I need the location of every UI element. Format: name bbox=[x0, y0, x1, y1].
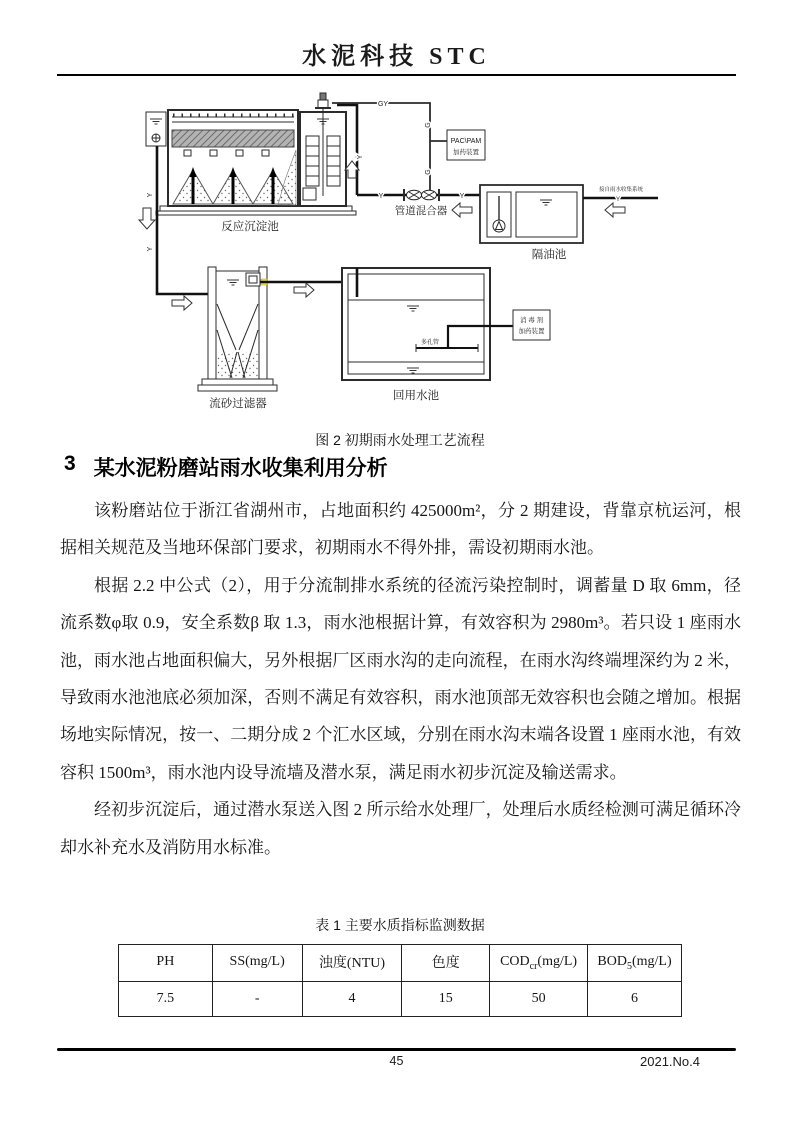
dosing-pipe bbox=[332, 101, 447, 193]
rainwater-inlet-label: 接自雨水收集系统 bbox=[598, 187, 644, 193]
pipe-label-y6: Y bbox=[147, 246, 154, 252]
inlet-left-arrow-icon bbox=[605, 203, 625, 217]
reaction-tank bbox=[146, 93, 356, 233]
rainwater-inlet bbox=[583, 185, 658, 217]
col-header-cod: $COD_{cr}(mg/L)$ bbox=[490, 945, 588, 982]
process-flow-figure bbox=[130, 86, 680, 430]
pac-pam-dosing-box bbox=[447, 130, 485, 160]
pipe-label-y2: Y bbox=[378, 193, 384, 200]
issue-number: 2021.No.4 bbox=[640, 1054, 700, 1069]
reuse-tank-label: 回用水池 bbox=[393, 390, 439, 402]
perforated-pipe-label: 多孔管 bbox=[420, 340, 440, 346]
table-caption: 表 1 主要水质指标监测数据 bbox=[315, 917, 485, 933]
page-number: 45 bbox=[389, 1054, 404, 1068]
sand-filter bbox=[198, 267, 277, 410]
reuse-tank bbox=[342, 268, 513, 402]
body-text bbox=[60, 492, 741, 866]
cell-ss: - bbox=[212, 982, 302, 1017]
cell-color: 15 bbox=[402, 982, 490, 1017]
oil-separator bbox=[480, 185, 583, 261]
flow-left-arrow-icon bbox=[452, 203, 472, 217]
col-header-turbidity: 浊度(NTU) bbox=[302, 945, 402, 982]
col-header-bod: $BOD_5(mg/L)$ bbox=[588, 945, 682, 982]
disinfectant-dosing-box bbox=[513, 310, 550, 340]
footer-rule bbox=[57, 1048, 736, 1051]
paragraph: 经初步沉淀后，通过潜水泵送入图 2 所示给水处理厂，处理后水质经检测可满足循环冷却水补充水及消防用水标准。 bbox=[60, 800, 741, 857]
disinfectant-label2: 加药装置 bbox=[518, 328, 545, 335]
flow-right-arrow-icon bbox=[172, 296, 192, 310]
section-number: 3 bbox=[64, 452, 76, 475]
table-data-row bbox=[119, 982, 682, 1017]
pipe-label-gy: GY bbox=[377, 101, 389, 108]
flow-right-arrow-icon bbox=[294, 283, 314, 297]
cell-cod: 50 bbox=[490, 982, 588, 1017]
journal-title: 水泥科技 STC bbox=[302, 44, 491, 70]
col-header-ss: SS(mg/L) bbox=[212, 945, 302, 982]
pipe-label-y5: Y bbox=[147, 192, 154, 198]
oil-separator-label: 隔油池 bbox=[531, 249, 567, 261]
pipe-label-y1: Y bbox=[357, 154, 364, 160]
cell-bod: 6 bbox=[588, 982, 682, 1017]
reaction-tank-label: 反应沉淀池 bbox=[221, 221, 279, 233]
water-quality-table bbox=[118, 944, 682, 1017]
col-header-color: 色度 bbox=[402, 945, 490, 982]
paragraph: 该粉磨站位于浙江省湖州市，占地面积约 425000m²，分 2 期建设，背靠京杭运河，根据相关规范及当地环保部门要求，初期雨水不得外排，需设初期雨水池。 bbox=[60, 501, 741, 558]
header-rule bbox=[57, 74, 736, 76]
section-heading bbox=[64, 452, 388, 482]
section-title: 某水泥粉磨站雨水收集利用分析 bbox=[93, 457, 388, 480]
sand-filter-label: 流砂过滤器 bbox=[209, 398, 267, 410]
drain-down-arrow-icon bbox=[139, 208, 155, 229]
pac-pam-label2: 加药装置 bbox=[453, 149, 479, 156]
pipe-label-g1: G bbox=[425, 122, 432, 128]
table-header-row bbox=[119, 945, 682, 982]
pipe-label-y3: Y bbox=[459, 193, 465, 200]
process-flow-diagram bbox=[130, 86, 680, 430]
pipe-label-g2: G bbox=[425, 169, 432, 175]
pipe-label-y4: Y bbox=[615, 197, 621, 203]
figure-caption: 图 2 初期雨水处理工艺流程 bbox=[315, 432, 485, 448]
disinfectant-label: 消 毒 剂 bbox=[519, 317, 544, 324]
cell-turbidity: 4 bbox=[302, 982, 402, 1017]
pipe-mixer-label: 管道混合器 bbox=[394, 205, 448, 217]
col-header-ph: PH bbox=[119, 945, 213, 982]
cell-ph: 7.5 bbox=[119, 982, 213, 1017]
pac-pam-label: PAC\PAM bbox=[450, 138, 482, 145]
paragraph: 根据 2.2 中公式（2），用于分流制排水系统的径流污染控制时，调蓄量 D 取 6mm，径流系数φ取 0.9，安全系数β 取 1.3，雨水池根据计算，有效容积为 2980m³。若只设 1 座雨水池，雨水池占地面积偏大，另外根据厂区雨水沟的走向流程，在雨水沟终端埋深约为 2 米，导致雨水池池底必须加深，否则不满足有效容积，雨水池顶部无效容积也会随之增加。根据场地实际情况，按一、二期分成 2 个汇水区域，分别在雨水沟末端各设置 1 座雨水池，有效容积 1500m³，雨水池内设导流墙及潜水泵，满足雨水初步沉淀及输送需求。 bbox=[60, 575, 741, 782]
pipe-mixer bbox=[395, 189, 448, 217]
